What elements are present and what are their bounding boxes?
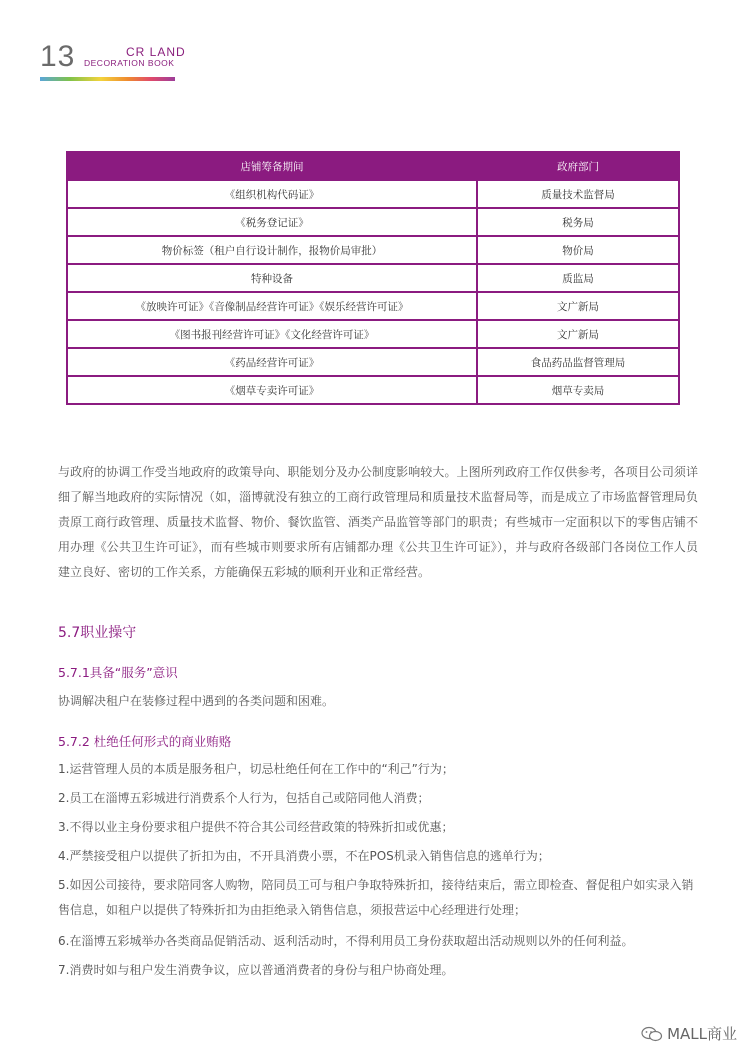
section-title: 5.7职业操守 [58, 625, 137, 641]
brand-logo [84, 46, 204, 69]
table-row [67, 376, 679, 404]
subsection-title-service: 5.7.1具备“服务”意识 [58, 665, 178, 680]
table-cell: 特种设备 [67, 264, 477, 292]
table-cell: 物价标签（租户自行设计制作，报物价局审批） [67, 236, 477, 264]
page-header [40, 40, 190, 85]
list-item: 2.员工在淄博五彩城进行消费系个人行为，包括自己或陪同他人消费； [58, 791, 430, 805]
table-header-row [67, 152, 679, 180]
table-row [67, 208, 679, 236]
table-row [67, 292, 679, 320]
list-item: 1.运营管理人员的本质是服务租户，切忌杜绝任何在工作中的“利己”行为； [58, 762, 454, 776]
brand-subtitle: DECORATION BOOK [84, 58, 175, 68]
watermark-text: MALL商业 [667, 1025, 737, 1043]
government-departments-table [66, 151, 680, 405]
list-item: 7.消费时如与租户发生消费争议，应以普通消费者的身份与租户协商处理。 [58, 963, 454, 977]
table-cell: 文广新局 [477, 292, 679, 320]
watermark [641, 1023, 737, 1044]
table-row [67, 180, 679, 208]
table-cell: 质监局 [477, 264, 679, 292]
table-row [67, 236, 679, 264]
list-item: 4.严禁接受租户以提供了折扣为由，不开具消费小票，不在POS机录入销售信息的逃单行为； [58, 849, 550, 863]
subsection-text-service: 协调解决租户在装修过程中遇到的各类问题和困难。 [58, 694, 335, 708]
table-row [67, 264, 679, 292]
table-cell: 烟草专卖局 [477, 376, 679, 404]
subsection-title-bribery: 5.7.2 杜绝任何形式的商业贿赂 [58, 734, 232, 749]
list-item: 6.在淄博五彩城举办各类商品促销活动、返利活动时，不得利用员工身份获取超出活动规则以外的任何利益。 [58, 934, 634, 948]
table-cell: 《烟草专卖许可证》 [67, 376, 477, 404]
list-item: 3.不得以业主身份要求租户提供不符合其公司经营政策的特殊折扣或优惠； [58, 820, 454, 834]
table-cell: 《税务登记证》 [67, 208, 477, 236]
table-cell: 食品药品监督管理局 [477, 348, 679, 376]
brand-title: CR LAND [126, 45, 186, 59]
table-cell: 《组织机构代码证》 [67, 180, 477, 208]
table-cell: 质量技术监督局 [477, 180, 679, 208]
table-cell: 《药品经营许可证》 [67, 348, 477, 376]
table-cell: 物价局 [477, 236, 679, 264]
table-cell: 《放映许可证》《音像制品经营许可证》《娱乐经营许可证》 [67, 292, 477, 320]
table-row [67, 348, 679, 376]
intro-paragraph: 与政府的协调工作受当地政府的政策导向、职能划分及办公制度影响较大。上图所列政府工作仅供参考，各项目公司须详细了解当地政府的实际情况（如，淄博就没有独立的工商行政管理局和质量技术监督局等，而是成立了市场监督管理局负责原工商行政管理、质量技术监督、物价、餐饮监管、酒类产品监管等部门的职责；有些城市一定面积以下的零售店铺不用办理《公共卫生许可证》，而有些城市则要求所有店铺都办理《公共卫生许可证》），并与政府各级部门各岗位工作人员建立良好、密切的工作关系，方能确保五彩城的顺利开业和正常经营。 [58, 465, 698, 579]
table-cell: 文广新局 [477, 320, 679, 348]
wechat-icon [641, 1026, 663, 1042]
table-cell: 税务局 [477, 208, 679, 236]
table-row [67, 320, 679, 348]
list-item: 5.如因公司接待，要求陪同客人购物，陪同员工可与租户争取特殊折扣，接待结束后，需立即检查、督促租户如实录入销售信息，如租户以提供了特殊折扣为由拒绝录入销售信息，须报营运中心经理进行处理； [58, 878, 694, 917]
table-header-department: 政府部门 [477, 152, 679, 180]
table-header-period: 店铺筹备期间 [67, 152, 477, 180]
table-cell: 《图书报刊经营许可证》《文化经营许可证》 [67, 320, 477, 348]
rainbow-divider [40, 77, 175, 81]
page-number: 13 [40, 40, 76, 73]
